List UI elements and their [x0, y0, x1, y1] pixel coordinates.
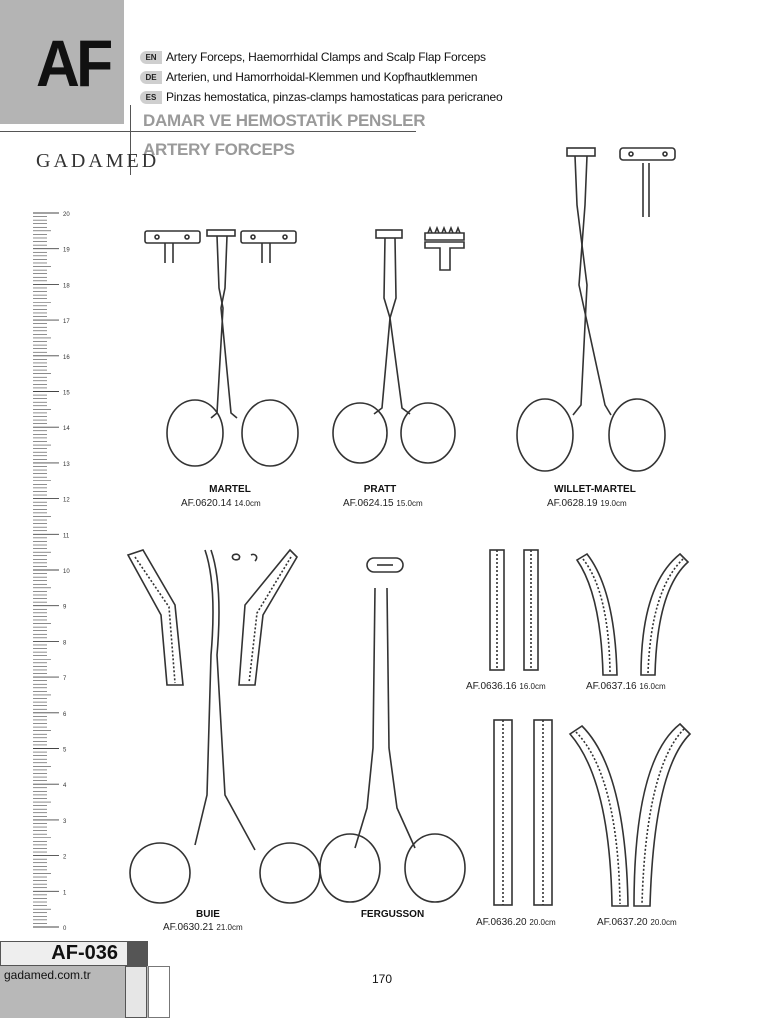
- brand-logo: GADAMED: [36, 150, 160, 172]
- language-row-de: [140, 69, 477, 85]
- ruler-label: 18: [63, 283, 70, 290]
- ruler-label: 17: [63, 319, 70, 326]
- ruler-label: 16: [63, 354, 70, 361]
- section-code-letters: AF: [36, 26, 110, 100]
- buie-forceps-illustration: [125, 545, 300, 910]
- footer-dark-strip: [128, 941, 148, 966]
- fergusson-forceps-illustration: [315, 548, 475, 908]
- page-title-english: ARTERY FORCEPS: [143, 140, 295, 159]
- product-code: AF.0636.16 16.0cm: [466, 681, 546, 692]
- straight-jaw-detail-illustration: [488, 548, 548, 673]
- ruler-label: 5: [63, 747, 67, 754]
- language-text: Artery Forceps, Haemorrhidal Clamps and Scalp Flap Forceps: [166, 50, 486, 64]
- language-text: Arterien, und Hamorrhoidal-Klemmen und Kopfhautklemmen: [166, 70, 478, 84]
- curved-jaw-detail-illustration: [575, 550, 690, 690]
- ruler-label: 1: [63, 890, 67, 897]
- ruler-label: 4: [63, 783, 67, 790]
- ruler-label: 7: [63, 676, 67, 683]
- ruler-label: 2: [63, 854, 67, 861]
- product-code: AF.0620.14 14.0cm: [181, 498, 261, 509]
- page-number: 170: [372, 972, 393, 986]
- footer-url: gadamed.com.tr: [4, 968, 91, 982]
- ruler-label: 3: [63, 818, 67, 825]
- language-row-es: [140, 89, 502, 105]
- straight-jaw-long-detail-illustration: [492, 718, 562, 908]
- language-row-en: [140, 49, 486, 65]
- ruler-label: 9: [63, 604, 67, 611]
- product-name: BUIE: [196, 909, 220, 920]
- title-divider-horizontal: [0, 131, 416, 132]
- product-code: AF.0637.16 16.0cm: [586, 681, 666, 692]
- language-badge: EN: [140, 51, 162, 64]
- product-code: AF.0637.20 20.0cm: [597, 917, 677, 928]
- page-title-turkish: DAMAR VE HEMOSTATİK PENSLER: [143, 111, 426, 130]
- ruler-label: 19: [63, 247, 70, 254]
- curved-jaw-long-detail-illustration: [568, 720, 693, 910]
- footer-strip: [125, 966, 147, 1018]
- ruler-label: 8: [63, 640, 67, 647]
- pratt-forceps-illustration: [330, 228, 470, 473]
- language-text: Pinzas hemostatica, pinzas-clamps hamostaticas para pericraneo: [166, 90, 503, 104]
- ruler-label: 10: [63, 569, 70, 575]
- ruler-label: 12: [63, 497, 70, 504]
- product-code: AF.0624.15 15.0cm: [343, 498, 423, 509]
- martel-forceps-illustration: [145, 228, 305, 473]
- product-name: PRATT: [363, 484, 397, 495]
- product-code: AF.0630.21 21.0cm: [163, 922, 243, 933]
- product-code: AF.0628.19 19.0cm: [547, 498, 627, 509]
- ruler-label: 11: [63, 533, 70, 540]
- ruler-label: 6: [63, 711, 67, 718]
- willet-martel-forceps-illustration: [515, 145, 690, 475]
- ruler-label: 14: [63, 426, 70, 433]
- product-name: WILLET-MARTEL: [554, 484, 636, 495]
- ruler-label: 15: [63, 390, 70, 397]
- product-name: MARTEL: [209, 484, 251, 495]
- language-badge: DE: [140, 71, 162, 84]
- footer-strip: [148, 966, 170, 1018]
- language-badge: ES: [140, 91, 162, 104]
- ruler-label: 0: [63, 926, 67, 932]
- product-code: AF.0636.20 20.0cm: [476, 917, 556, 928]
- product-name: FERGUSSON: [360, 909, 425, 920]
- page-code: AF-036: [51, 942, 118, 964]
- ruler-label: 13: [63, 461, 70, 468]
- ruler-label: 20: [63, 212, 70, 218]
- scale-ruler: [33, 205, 73, 932]
